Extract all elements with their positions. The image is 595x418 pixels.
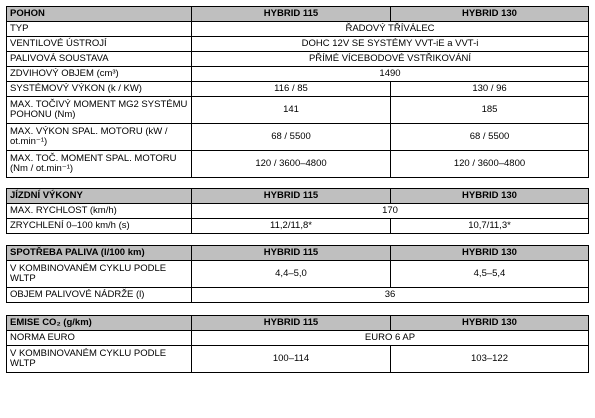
section-title: POHON: [7, 7, 192, 22]
section-title: SPOTŘEBA PALIVA (l/100 km): [7, 246, 192, 261]
row-value: 120 / 3600–4800: [391, 151, 589, 178]
powertrain-table: [6, 6, 589, 178]
row-value: 68 / 5500: [391, 124, 589, 151]
row-value: 36: [192, 288, 589, 303]
row-label: ZDVIHOVÝ OBJEM (cm³): [7, 67, 192, 82]
table-header: [7, 189, 589, 204]
column-header: HYBRID 130: [391, 189, 589, 204]
table-gap: [6, 178, 588, 188]
row-value: ŘADOVÝ TŘÍVÁLEC: [192, 22, 589, 37]
table-row: [7, 288, 589, 303]
table-row: [7, 346, 589, 373]
row-value: 141: [192, 97, 391, 124]
row-value: 1490: [192, 67, 589, 82]
table-header: [7, 246, 589, 261]
table-row: [7, 22, 589, 37]
row-label: OBJEM PALIVOVÉ NÁDRŽE (l): [7, 288, 192, 303]
row-label: TYP: [7, 22, 192, 37]
table-row: [7, 261, 589, 288]
section-title: EMISE CO₂ (g/km): [7, 316, 192, 331]
row-label: NORMA EURO: [7, 331, 192, 346]
row-label: MAX. VÝKON SPAL. MOTORU (kW / ot.min⁻¹): [7, 124, 192, 151]
row-label: MAX. TOČIVÝ MOMENT MG2 SYSTÉMU POHONU (Nm): [7, 97, 192, 124]
column-header: HYBRID 130: [391, 246, 589, 261]
row-value: 4,5–5,4: [391, 261, 589, 288]
table-header: [7, 7, 589, 22]
row-value: 100–114: [192, 346, 391, 373]
row-value: EURO 6 AP: [192, 331, 589, 346]
row-value: 120 / 3600–4800: [192, 151, 391, 178]
table-row: [7, 219, 589, 234]
row-value: 116 / 85: [192, 82, 391, 97]
row-label: MAX. TOČ. MOMENT SPAL. MOTORU (Nm / ot.min⁻¹): [7, 151, 192, 178]
spec-sheet: [6, 6, 588, 373]
row-label: PALIVOVÁ SOUSTAVA: [7, 52, 192, 67]
row-value: 103–122: [391, 346, 589, 373]
table-row: [7, 82, 589, 97]
row-value: 170: [192, 204, 589, 219]
column-header: HYBRID 115: [192, 189, 391, 204]
column-header: HYBRID 130: [391, 7, 589, 22]
fuel-table: [6, 245, 589, 303]
table-row: [7, 124, 589, 151]
row-value: 68 / 5500: [192, 124, 391, 151]
emissions-table: [6, 315, 589, 373]
row-label: VENTILOVÉ ÚSTROJÍ: [7, 37, 192, 52]
row-value: 130 / 96: [391, 82, 589, 97]
row-label: V KOMBINOVANÉM CYKLU PODLE WLTP: [7, 346, 192, 373]
table-row: [7, 151, 589, 178]
row-label: MAX. RYCHLOST (km/h): [7, 204, 192, 219]
table-row: [7, 52, 589, 67]
row-value: 185: [391, 97, 589, 124]
row-value: 11,2/11,8*: [192, 219, 391, 234]
column-header: HYBRID 115: [192, 7, 391, 22]
row-value: 4,4–5,0: [192, 261, 391, 288]
table-gap: [6, 303, 588, 315]
column-header: HYBRID 115: [192, 316, 391, 331]
row-label: SYSTÉMOVÝ VÝKON (k / KW): [7, 82, 192, 97]
row-value: DOHC 12V SE SYSTÉMY VVT-iE a VVT-i: [192, 37, 589, 52]
performance-table: [6, 188, 589, 234]
table-row: [7, 331, 589, 346]
table-header: [7, 316, 589, 331]
table-row: [7, 67, 589, 82]
table-row: [7, 37, 589, 52]
row-label: V KOMBINOVANÉM CYKLU PODLE WLTP: [7, 261, 192, 288]
table-row: [7, 97, 589, 124]
row-value: 10,7/11,3*: [391, 219, 589, 234]
column-header: HYBRID 115: [192, 246, 391, 261]
table-gap: [6, 234, 588, 245]
row-label: ZRYCHLENÍ 0–100 km/h (s): [7, 219, 192, 234]
column-header: HYBRID 130: [391, 316, 589, 331]
row-value: PŘÍMÉ VÍCEBODOVÉ VSTŘIKOVÁNÍ: [192, 52, 589, 67]
table-row: [7, 204, 589, 219]
section-title: JÍZDNÍ VÝKONY: [7, 189, 192, 204]
